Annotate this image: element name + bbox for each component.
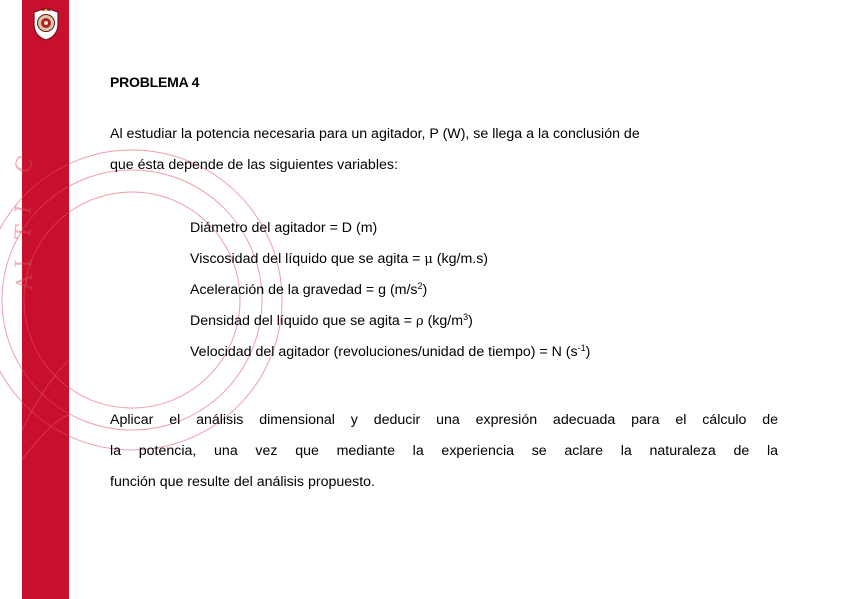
mu-symbol: μ — [424, 252, 433, 267]
conclusion-line-3: función que resulte del análisis propuesto. — [110, 474, 376, 490]
svg-text:I: I — [11, 203, 38, 217]
intro-line-2: que ésta depende de las siguientes variables: — [110, 157, 398, 173]
svg-text:C: C — [10, 152, 40, 178]
svg-text:T: T — [11, 223, 38, 241]
conclusion-line-1: Aplicar el análisis dimensional y deducir una expresión adecuada para el cálculo de — [110, 412, 778, 428]
red-side-band — [10, 0, 69, 599]
problem-title: PROBLEMA 4 — [110, 74, 200, 90]
university-crest-logo — [31, 6, 61, 42]
variable-speed: Velocidad del agitador (revoluciones/unidad de tiempo) = N $(s^{-1})$ — [190, 343, 591, 360]
intro-paragraph — [110, 119, 778, 181]
intro-line-1: Al estudiar la potencia necesaria para un agitador, P (W), se llega a la conclusión de — [110, 126, 640, 142]
conclusion-paragraph — [110, 405, 778, 498]
variable-density: Densidad del líquido que se agita = ρ $(kg/m^3)$ — [190, 312, 473, 329]
variable-diameter: Diámetro del agitador = D (m) — [190, 220, 378, 236]
rho-symbol: ρ — [415, 314, 424, 329]
svg-text:A: A — [12, 273, 38, 291]
variables-list — [190, 218, 590, 373]
svg-text:I: I — [12, 259, 37, 268]
seal-watermark — [10, 0, 69, 599]
variable-viscosity: Viscosidad del líquido que se agita = μ (kg/m.s) — [190, 251, 489, 267]
variable-gravity: Aceleración de la gravedad = g $(m/s^2)$ — [190, 281, 428, 298]
conclusion-line-2: la potencia, una vez que mediante la experiencia se aclare la naturaleza de la — [110, 443, 778, 459]
